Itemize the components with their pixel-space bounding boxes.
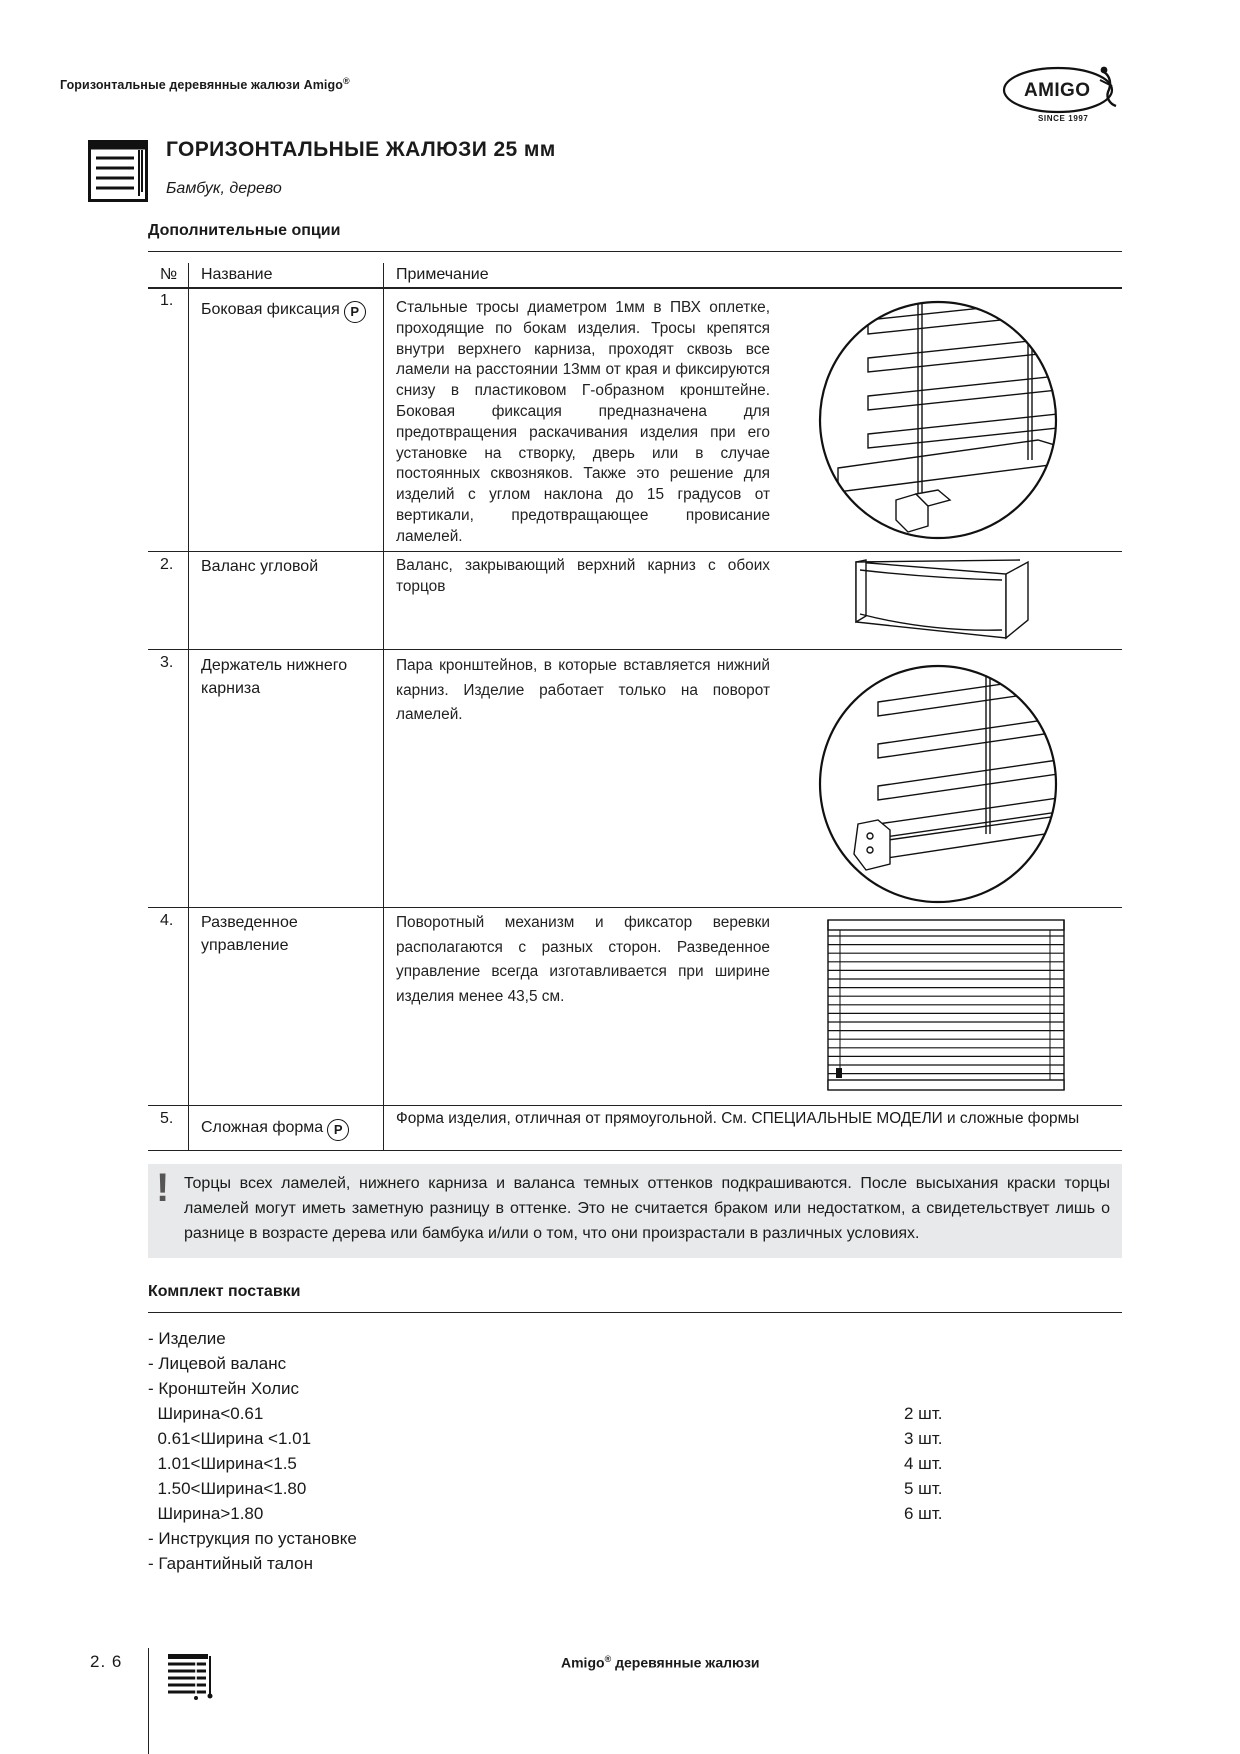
- document-header-title: Горизонтальные деревянные жалюзи Amigo®: [60, 76, 350, 93]
- logo-since: SINCE 1997: [1038, 114, 1089, 123]
- amigo-logo: [1000, 62, 1130, 128]
- list-item: - Инструкция по установке: [148, 1529, 357, 1548]
- list-item: - Гарантийный талон: [148, 1554, 313, 1573]
- row-number: 4.: [160, 912, 174, 929]
- row-number: 1.: [160, 292, 174, 309]
- divider: [148, 649, 1122, 650]
- page-number: 2. 6: [90, 1652, 123, 1671]
- list-item: 0.61<Ширина <1.01: [148, 1429, 312, 1448]
- option-name: Разведенное управление: [201, 914, 298, 954]
- footer-separator: [148, 1648, 149, 1754]
- quantity-item: 6 шт.: [904, 1504, 943, 1523]
- product-title: ГОРИЗОНТАЛЬНЫЕ ЖАЛЮЗИ 25 мм: [166, 138, 556, 161]
- list-item: - Изделие: [148, 1329, 226, 1348]
- quantity-item: 4 шт.: [904, 1454, 943, 1473]
- divider: [148, 287, 1122, 289]
- option-name: Боковая фиксация P: [201, 298, 366, 323]
- row-number: 2.: [160, 556, 174, 573]
- option-name: Сложная форма P: [201, 1116, 349, 1141]
- option-note: Форма изделия, отличная от прямоугольной. См. СПЕЦИАЛЬНЫЕ МОДЕЛИ и сложные формы: [396, 1110, 1080, 1127]
- divider: [148, 1105, 1122, 1106]
- column-separator: [188, 263, 189, 1151]
- column-header-note: Примечание: [396, 266, 489, 283]
- delivery-list: [148, 1326, 357, 1576]
- logo-wordmark: AMIGO: [1024, 80, 1091, 101]
- split-control-blind-illustration: [826, 918, 1066, 1094]
- blind-category-icon: [88, 140, 148, 202]
- delivery-section-title: Комплект поставки: [148, 1283, 301, 1300]
- p-badge-icon: P: [327, 1119, 349, 1141]
- divider: [148, 1150, 1122, 1151]
- blind-footer-icon: [166, 1652, 214, 1700]
- side-fixation-illustration: [818, 300, 1058, 540]
- bottom-rail-holder-illustration: [818, 664, 1058, 904]
- options-section-title: Дополнительные опции: [148, 222, 341, 239]
- divider: [148, 1312, 1122, 1313]
- option-note: Валанс, закрывающий верхний карниз с обоих торцов: [396, 557, 770, 595]
- option-name: Держатель нижнего карниза: [201, 657, 348, 697]
- list-item: 1.01<Ширина<1.5: [148, 1454, 297, 1473]
- option-note: Поворотный механизм и фиксатор веревки располагаются с разных сторон. Разведенное управление всегда изготавливается при ширине изделия менее 43,5 см.: [396, 914, 770, 1005]
- exclamation-icon: !: [156, 1166, 170, 1210]
- option-note: Стальные тросы диаметром 1мм в ПВХ оплетке, проходящие по бокам изделия. Тросы крепятся внутри верхнего карниза, проходят сквозь все ламели на расстоянии 13мм от края и фиксируются снизу в пластиковом Г-образном кронштейне. Боковая фиксация предназначена для предотвращения раскачивания изделия при его установке на створку, дверь или в случае постоянных сквозняков. Также это решение для изделий с углом наклона до 15 градусов от вертикали, предотвращающее провисание ламелей.: [396, 299, 770, 545]
- quantity-item: 2 шт.: [904, 1404, 943, 1423]
- warning-text: Торцы всех ламелей, нижнего карниза и валанса темных оттенков подкрашиваются. После высыхания краски торцы ламелей могут иметь заметную разницу в оттенке. Это не считается браком или недостатком, а свидетельствует лишь о разнице в возрасте дерева или бамбука и/или о том, что они произрастали в различных условиях.: [184, 1175, 1110, 1242]
- corner-valance-illustration: [850, 558, 1032, 640]
- quantity-item: 5 шт.: [904, 1479, 943, 1498]
- quantity-item: 3 шт.: [904, 1429, 943, 1448]
- option-note: Пара кронштейнов, в которые вставляется нижний карниз. Изделие работает только на поворот ламелей.: [396, 657, 770, 724]
- divider: [148, 251, 1122, 252]
- quantity-list: [904, 1401, 942, 1526]
- list-item: Ширина<0.61: [148, 1404, 264, 1423]
- product-subtitle: Бамбук, дерево: [166, 180, 282, 197]
- list-item: - Кронштейн Холис: [148, 1379, 300, 1398]
- divider: [148, 551, 1122, 552]
- list-item: 1.50<Ширина<1.80: [148, 1479, 307, 1498]
- row-number: 3.: [160, 654, 174, 671]
- p-badge-icon: P: [344, 301, 366, 323]
- column-header-num: №: [160, 266, 178, 283]
- footer-title: Amigo® деревянные жалюзи: [561, 1654, 760, 1671]
- column-separator: [383, 263, 384, 1151]
- divider: [148, 907, 1122, 908]
- list-item: - Лицевой валанс: [148, 1354, 287, 1373]
- option-name: Валанс угловой: [201, 558, 319, 575]
- list-item: Ширина>1.80: [148, 1504, 264, 1523]
- row-number: 5.: [160, 1110, 174, 1127]
- column-header-name: Название: [201, 266, 273, 283]
